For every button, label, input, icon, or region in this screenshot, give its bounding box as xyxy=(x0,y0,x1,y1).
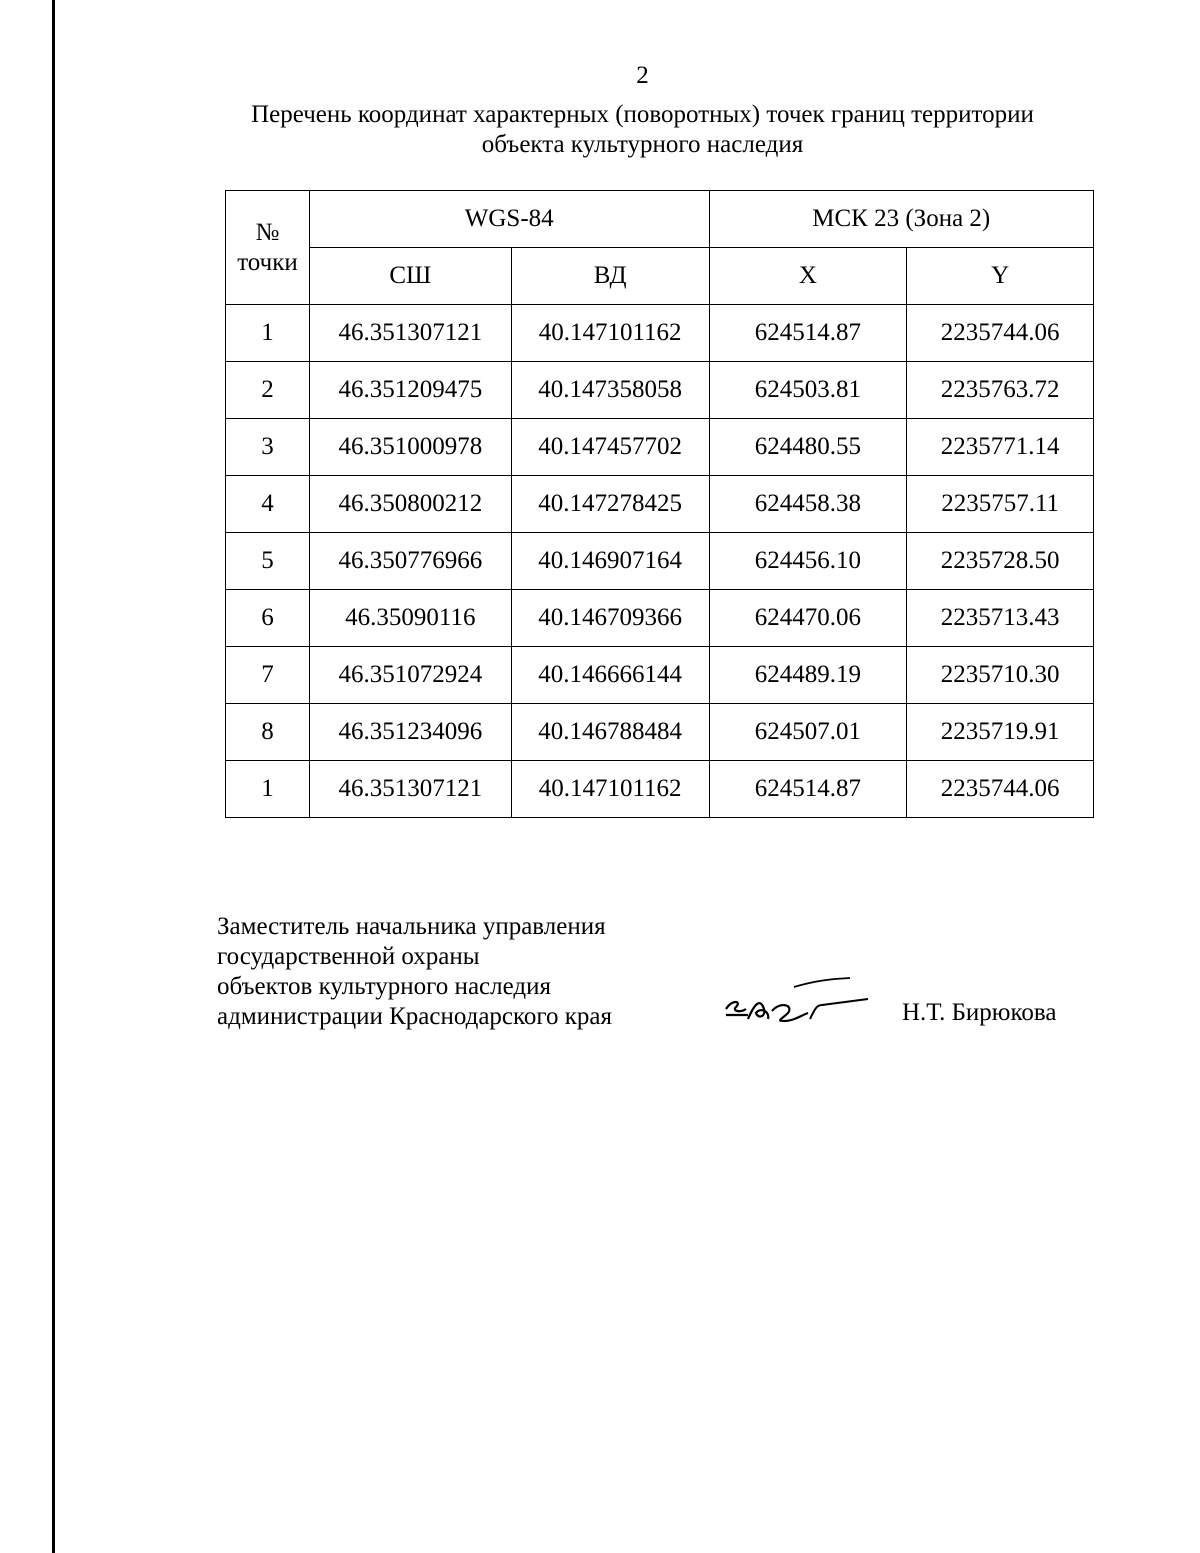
latitude-cell: 46.351000978 xyxy=(309,419,511,476)
longitude-cell: 40.146907164 xyxy=(511,533,709,590)
table-row xyxy=(226,476,1094,533)
y-coordinate-cell: 2235713.43 xyxy=(907,590,1094,647)
latitude-cell: 46.351209475 xyxy=(309,362,511,419)
page-edge-line xyxy=(52,0,55,1553)
y-coordinate-cell: 2235710.30 xyxy=(907,647,1094,704)
latitude-cell: 46.351307121 xyxy=(309,761,511,818)
y-coordinate-cell: 2235728.50 xyxy=(907,533,1094,590)
x-coordinate-cell: 624458.38 xyxy=(709,476,907,533)
table-row xyxy=(226,305,1094,362)
signer-position-line: администрации Краснодарского края xyxy=(217,1003,613,1030)
longitude-header: ВД xyxy=(511,248,709,305)
latitude-cell: 46.35090116 xyxy=(309,590,511,647)
longitude-cell: 40.147101162 xyxy=(511,761,709,818)
y-coordinate-cell: 2235763.72 xyxy=(907,362,1094,419)
table-row xyxy=(226,419,1094,476)
x-header: X xyxy=(709,248,907,305)
table-row xyxy=(226,761,1094,818)
table-row xyxy=(226,362,1094,419)
point-number-cell: 6 xyxy=(226,590,310,647)
point-number-cell: 3 xyxy=(226,419,310,476)
x-coordinate-cell: 624507.01 xyxy=(709,704,907,761)
point-number-cell: 1 xyxy=(226,761,310,818)
longitude-cell: 40.147278425 xyxy=(511,476,709,533)
point-number-cell: 4 xyxy=(226,476,310,533)
signer-position-line: государственной охраны xyxy=(217,943,480,970)
y-coordinate-cell: 2235719.91 xyxy=(907,704,1094,761)
x-coordinate-cell: 624514.87 xyxy=(709,761,907,818)
y-coordinate-cell: 2235744.06 xyxy=(907,305,1094,362)
y-header: Y xyxy=(907,248,1094,305)
table-row xyxy=(226,704,1094,761)
longitude-cell: 40.147101162 xyxy=(511,305,709,362)
x-coordinate-cell: 624503.81 xyxy=(709,362,907,419)
handwritten-signature xyxy=(718,975,878,1035)
signer-position-line: Заместитель начальника управления xyxy=(217,913,606,940)
latitude-cell: 46.351072924 xyxy=(309,647,511,704)
page-number: 2 xyxy=(636,62,649,89)
point-number-cell: 7 xyxy=(226,647,310,704)
table-row xyxy=(226,647,1094,704)
latitude-header: СШ xyxy=(309,248,511,305)
msk23-group-header: МСК 23 (Зона 2) xyxy=(709,191,1093,248)
longitude-cell: 40.146709366 xyxy=(511,590,709,647)
signer-position-line: объектов культурного наследия xyxy=(217,973,551,1000)
table-row xyxy=(226,590,1094,647)
table-body xyxy=(226,305,1094,818)
signer-position xyxy=(217,912,612,1032)
x-coordinate-cell: 624470.06 xyxy=(709,590,907,647)
point-number-cell: 8 xyxy=(226,704,310,761)
x-coordinate-cell: 624456.10 xyxy=(709,533,907,590)
coordinates-table xyxy=(225,190,1094,818)
title-line-1: Перечень координат характерных (поворотных) точек границ территории xyxy=(251,101,1034,128)
latitude-cell: 46.351307121 xyxy=(309,305,511,362)
point-number-cell: 5 xyxy=(226,533,310,590)
point-number-cell: 2 xyxy=(226,362,310,419)
latitude-cell: 46.351234096 xyxy=(309,704,511,761)
longitude-cell: 40.146666144 xyxy=(511,647,709,704)
y-coordinate-cell: 2235744.06 xyxy=(907,761,1094,818)
point-number-cell: 1 xyxy=(226,305,310,362)
longitude-cell: 40.147358058 xyxy=(511,362,709,419)
latitude-cell: 46.350776966 xyxy=(309,533,511,590)
document-title xyxy=(190,100,1095,160)
wgs84-group-header: WGS-84 xyxy=(309,191,709,248)
point-number-symbol: № xyxy=(255,218,280,246)
title-line-2: объекта культурного наследия xyxy=(481,131,804,158)
table-header-row xyxy=(226,191,1094,248)
latitude-cell: 46.350800212 xyxy=(309,476,511,533)
longitude-cell: 40.147457702 xyxy=(511,419,709,476)
y-coordinate-cell: 2235771.14 xyxy=(907,419,1094,476)
y-coordinate-cell: 2235757.11 xyxy=(907,476,1094,533)
point-number-label: точки xyxy=(237,248,298,276)
x-coordinate-cell: 624480.55 xyxy=(709,419,907,476)
point-number-header xyxy=(226,191,310,305)
signer-name: Н.Т. Бирюкова xyxy=(902,999,1057,1026)
x-coordinate-cell: 624514.87 xyxy=(709,305,907,362)
table-row xyxy=(226,533,1094,590)
x-coordinate-cell: 624489.19 xyxy=(709,647,907,704)
table-subheader-row xyxy=(226,248,1094,305)
longitude-cell: 40.146788484 xyxy=(511,704,709,761)
